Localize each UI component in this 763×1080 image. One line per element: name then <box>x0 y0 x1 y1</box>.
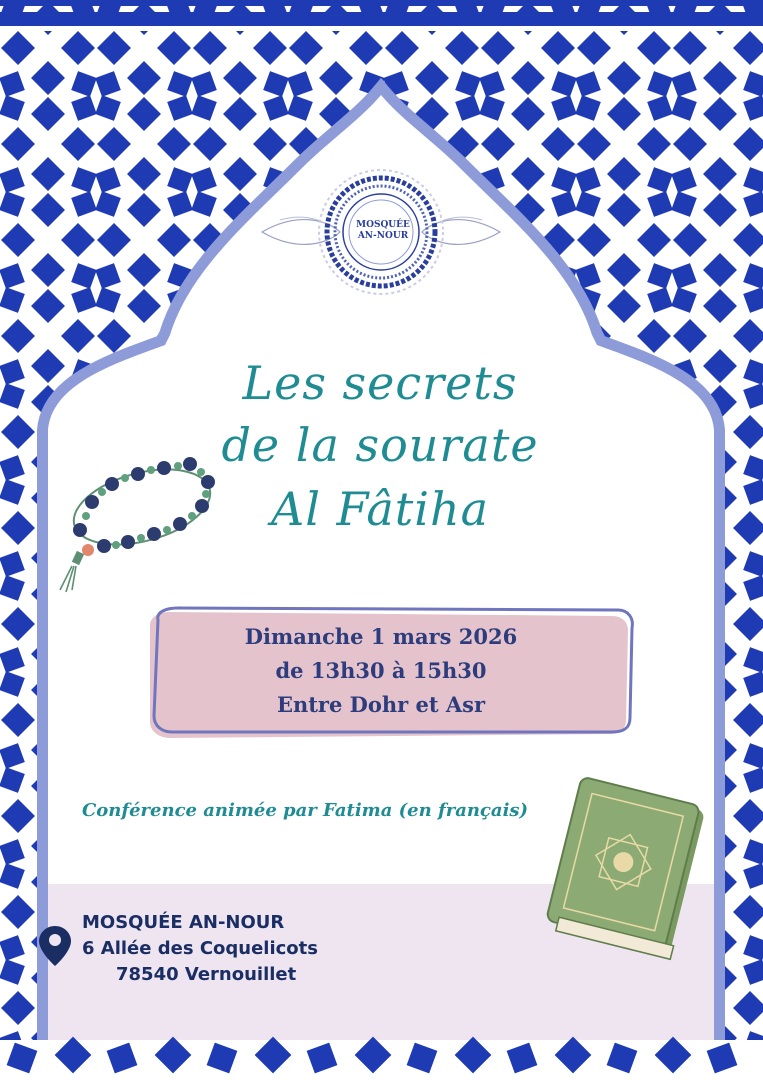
title-line-3: Al Fâtiha <box>270 482 490 536</box>
event-date-box <box>150 616 612 722</box>
location-street: 6 Allée des Coquelicots <box>82 938 318 959</box>
logo-text-line1: MOSQUÉE <box>356 220 410 230</box>
event-date: Dimanche 1 mars 2026 <box>244 624 518 649</box>
logo-text-line2: AN-NOUR <box>357 231 409 241</box>
logo-text <box>338 220 428 242</box>
event-prayer-window: Entre Dohr et Asr <box>276 692 486 717</box>
title-line-2: de la sourate <box>221 418 539 472</box>
event-time: de 13h30 à 15h30 <box>275 658 487 683</box>
top-border <box>0 0 763 6</box>
title-line-1: Les secrets <box>242 356 518 410</box>
location-address <box>82 910 318 988</box>
speaker-line: Conférence animée par Fatima (en français) <box>81 800 529 821</box>
location-name: MOSQUÉE AN-NOUR <box>82 912 285 933</box>
location-city: 78540 Vernouillet <box>116 964 297 985</box>
